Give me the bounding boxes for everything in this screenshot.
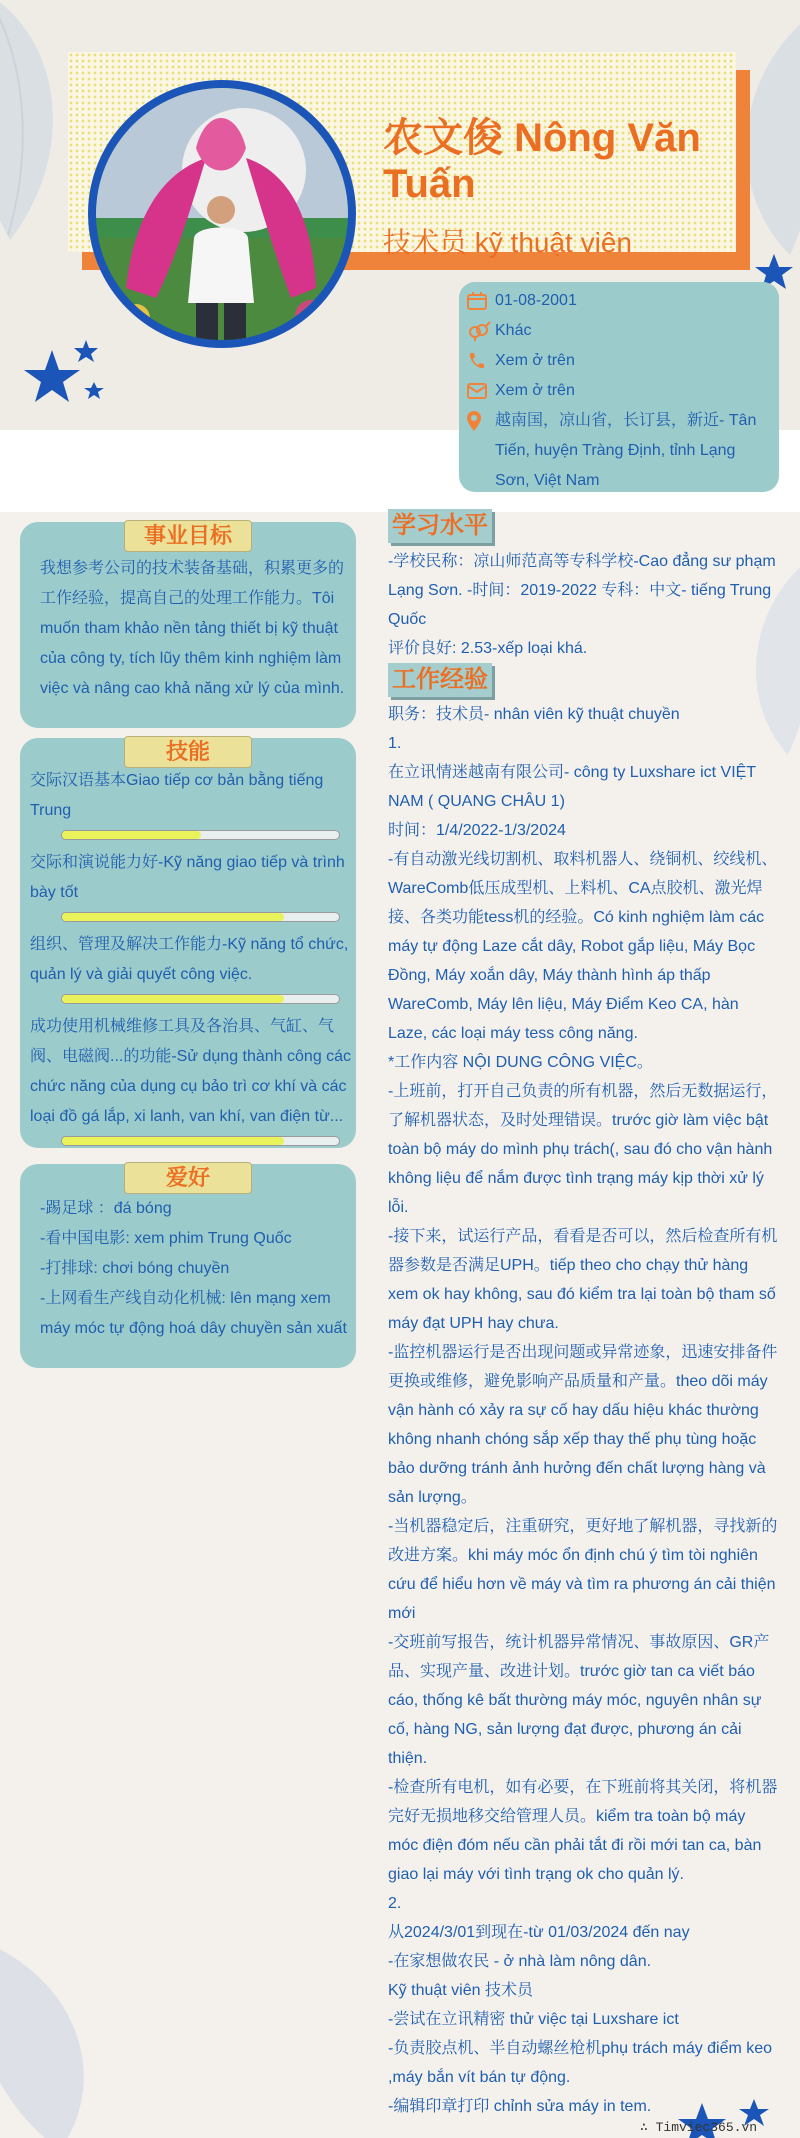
skill-level-bar (61, 830, 340, 840)
skill-level-fill (62, 1137, 284, 1145)
info-gender (467, 316, 769, 346)
education-text (388, 547, 780, 663)
skill-item (30, 766, 356, 840)
skill-level-bar (61, 912, 340, 922)
skill-level-fill (62, 995, 284, 1003)
skill-level-fill (62, 831, 201, 839)
skill-label: 交际汉语基本Giao tiếp cơ bản bằng tiếng Trung (30, 772, 324, 819)
skill-level-bar (61, 994, 340, 1004)
email-value: Xem ở trên (495, 382, 575, 399)
candidate-position: 技术员 kỹ thuật viên (383, 227, 632, 258)
gender-icon (467, 316, 495, 346)
avatar-image (96, 88, 348, 340)
experience-line: -有自动激光线切割机、取料机器人、绕铜机、绞线机、WareComb低压成型机、上料机、CA点胶机、激光焊接、各类功能tess机的经验。Có kinh nghiệm làm các máy tự động Laze cắt dây, Robot gắp liệu, Máy Bọc Đồng, Máy xoắn dây, Máy thành hình áp thấp WareComb, Máy lên liệu, Máy Điểm Keo CA, hàn Laze, các loại máy tess công năng. (388, 851, 778, 1042)
hobbies-list (40, 1194, 352, 1344)
skills-section (20, 738, 356, 1148)
experience-line: 1. (388, 735, 402, 752)
info-address (467, 406, 769, 496)
leaf-decoration-icon (0, 1920, 110, 2138)
education-detail: -学校民称：凉山师范高等专科学校-Cao đẳng sư phạm Lạng Sơn. -时间：2019-2022 专科：中文- tiếng Trung Quốc (388, 553, 776, 628)
location-pin-icon (467, 406, 495, 436)
hobby-item: -看中国电影: xem phim Trung Quốc (40, 1230, 292, 1247)
experience-title: 工作经验 (388, 663, 492, 697)
skill-level-fill (62, 913, 284, 921)
skills-list (30, 766, 356, 1154)
experience-line: Kỹ thuật viên 技术员 (388, 1982, 533, 1999)
email-icon (467, 376, 495, 406)
hobby-item: -打排球: chơi bóng chuyền (40, 1260, 230, 1277)
skill-item (30, 848, 356, 922)
hobbies-section (20, 1164, 356, 1368)
experience-line: -尝试在立讯精密 thử việc tại Luxshare ict (388, 2011, 679, 2028)
experience-line: -接下来，试运行产品，看看是否可以，然后检查所有机器参数是否满足UPH。tiếp theo cho chạy thử hàng xem ok hay không, sau đó kiểm tra lại toàn bộ tham số máy đạt UPH hay chưa. (388, 1228, 778, 1332)
experience-line: -编辑印章打印 chỉnh sửa máy in tem. (388, 2098, 652, 2115)
objective-title: 事业目标 (124, 520, 252, 552)
phone-value: Xem ở trên (495, 352, 575, 369)
phone-icon (467, 346, 495, 376)
experience-line: -在家想做农民 - ở nhà làm nông dân. (388, 1953, 652, 1970)
experience-line: 2. (388, 1895, 402, 1912)
birthday-value: 01-08-2001 (495, 292, 577, 309)
info-phone (467, 346, 769, 376)
skill-level-bar (61, 1136, 340, 1146)
experience-line: 在立讯情迷越南有限公司- công ty Luxshare ict VIỆT NAM ( QUANG CHÂU 1) (388, 764, 756, 810)
skill-item (30, 930, 356, 1004)
experience-line: *工作内容 NỘI DUNG CÔNG VIỆC。 (388, 1054, 653, 1071)
info-email (467, 376, 769, 406)
hobbies-title: 爱好 (124, 1162, 252, 1194)
experience-content (388, 700, 780, 2121)
experience-line: 从2024/3/01到现在-từ 01/03/2024 đến nay (388, 1924, 690, 1941)
calendar-icon (467, 286, 495, 316)
experience-line: 时间：1/4/2022-1/3/2024 (388, 822, 566, 839)
star-decoration-icon (22, 330, 112, 420)
objective-section (20, 522, 356, 728)
experience-line: -检查所有电机，如有必要，在下班前将其关闭，将机器完好无损地移交给管理人员。kiểm tra toàn bộ máy móc điện đóm nếu cần phải tắt đi rồi mới tan ca, bàn giao lại máy với tình trạng ok cho quản lý. (388, 1779, 778, 1883)
experience-line: -当机器稳定后，注重研究，更好地了解机器，寻找新的改进方案。khi máy móc ổn định chú ý tìm tòi nghiên cứu để hiểu hơn về máy và tìm ra phương án cải thiện mới (388, 1518, 778, 1622)
info-birthday (467, 286, 769, 316)
avatar (88, 80, 356, 348)
skill-label: 组织、管理及解决工作能力-Kỹ năng tổ chức, quản lý và giải quyết công việc. (30, 936, 349, 983)
skill-label: 成功使用机械维修工具及各治具、气缸、气阀、电磁阀...的功能-Sử dụng thành công các chức năng của dụng cụ bảo trì cơ khí và các loại đồ gá lắp, xi lanh, van khí, van điện từ... (30, 1018, 352, 1125)
address-value: 越南国，凉山省，长订县，新近- Tân Tiến, huyện Tràng Định, tỉnh Lạng Sơn, Việt Nam (495, 412, 757, 489)
candidate-name: 农文俊 Nông Văn Tuấn (383, 116, 701, 206)
experience-line: 职务：技术员- nhân viên kỹ thuật chuyền (388, 706, 680, 723)
personal-info-panel (459, 282, 779, 492)
skill-label: 交际和演说能力好-Kỹ năng giao tiếp và trình bày tốt (30, 854, 345, 901)
education-result: 评价良好: 2.53-xếp loại khá. (388, 640, 588, 657)
hobby-item: -上网看生产线自动化机械: lên mạng xem máy móc tự động hoá dây chuyền sản xuất (40, 1290, 347, 1337)
site-watermark: ∴ Timviec365.vn (640, 2120, 758, 2135)
experience-line: -交班前写报告，统计机器异常情况、事故原因、GR产品、实现产量、改进计划。trước giờ tan ca viết báo cáo, thống kê bất thường máy móc, nguyên nhân sự cố, hàng NG, sản lượng đạt được, phương án cải thiện. (388, 1634, 770, 1767)
skills-title: 技能 (124, 736, 252, 768)
objective-text: 我想参考公司的技术装备基础，积累更多的工作经验，提高自己的处理工作能力。Tôi muốn tham khảo nền tảng thiết bị kỹ thuật của công ty, tích lũy thêm kinh nghiệm làm việc và nâng cao khả năng xử lý của mình. (40, 560, 345, 697)
experience-line: -负责胶点机、半自动螺丝枪机phụ trách máy điểm keo ,máy bắn vít bán tự động. (388, 2040, 773, 2086)
experience-line: -监控机器运行是否出现问题或异常迹象，迅速安排备件更换或维修，避免影响产品质量和产量。theo dõi máy vận hành có xảy ra sự cố hay dấu hiệu khác thường không nhanh chóng sắp xếp thay thế phụ tùng hoặc bảo dưỡng tránh ảnh hưởng đến chất lượng hàng và sản lượng。 (388, 1344, 778, 1506)
hobby-item: -踢足球 ：đá bóng (40, 1200, 172, 1217)
education-title: 学习水平 (388, 509, 492, 543)
experience-line: -上班前，打开自己负责的所有机器，然后无数据运行，了解机器状态，及时处理错误。trước giờ làm việc bật toàn bộ máy do mình phụ trách(, sau đó cho vận hành không liệu để nắm được tình trạng máy kịp thời xử lý lỗi. (388, 1083, 778, 1216)
skill-item (30, 1012, 356, 1146)
gender-value: Khác (495, 322, 532, 339)
